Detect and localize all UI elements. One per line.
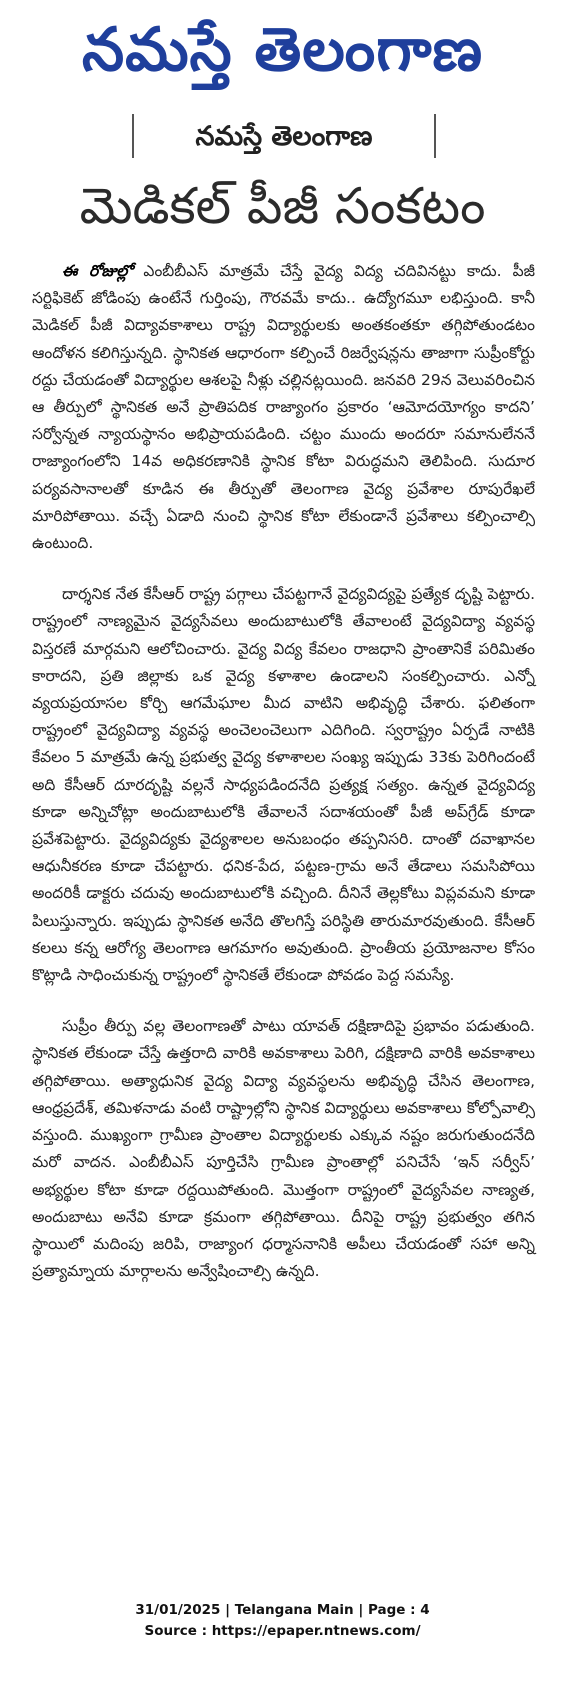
sub-banner bbox=[132, 114, 436, 158]
article-paragraph-3: సుప్రీం తీర్పు వల్ల తెలంగాణతో పాటు యావత్ దక్షిణాదిపై ప్రభావం పడుతుంది. స్థానికత లేకుండా చేస్తే ఉత్తరాది వారికి అవకాశాలు పెరిగి, దక్షిణాది వారికి అవకాశాలు తగ్గిపోతాయి. అత్యాధునిక వైద్య విద్యా వ్యవస్థలను అభివృద్ధి చేసిన తెలంగాణ, ఆంధ్రప్రదేశ్, తమిళనాడు వంటి రాష్ట్రాల్లోని స్థానిక విద్యార్థులు అవకాశాలు కోల్పోవాల్సి వస్తుంది. ముఖ్యంగా గ్రామీణ ప్రాంతాల విద్యార్థులకు ఎక్కువ నష్టం జరుగుతుందనేది మరో వాదన. ఎంబీబీఎస్ పూర్తిచేసి గ్రామీణ ప్రాంతాల్లో పనిచేసే ‘ఇన్ సర్వీస్’ అభ్యర్థుల కోటా కూడా రద్దయిపోతుంది. మొత్తంగా రాష్ట్రంలో వైద్యసేవల నాణ్యత, అందుబాటు అనేవి కూడా క్రమంగా తగ్గిపోతాయి. దీనిపై రాష్ట్ర ప్రభుత్వం తగిన స్థాయిలో మదింపు జరిపి, రాజ్యాంగ ధర్మాసనానికి అపీలు చేయడంతో సహా అన్ని ప్రత్యామ్నాయ మార్గాలను అన్వేషించాల్సి ఉన్నది. bbox=[32, 1017, 535, 1281]
article-body bbox=[32, 258, 535, 1309]
masthead bbox=[0, 0, 565, 100]
article-lead: ఈ రోజుల్లో bbox=[62, 262, 133, 280]
sub-banner-text: నమస్తే తెలంగాణ bbox=[195, 120, 373, 152]
headline-text: మెడికల్ పీజీ సంకటం bbox=[79, 177, 486, 235]
article-paragraph-2: దార్శనిక నేత కేసీఆర్ రాష్ట్ర పగ్గాలు చేపట్టగానే వైద్యవిద్యపై ప్రత్యేక దృష్టి పెట్టారు. రాష్ట్రంలో నాణ్యమైన వైద్యసేవలు అందుబాటులోకి తేవాలంటే వైద్యవిద్యా వ్యవస్థ విస్తరణే మార్గమని ఆలోచించారు. వైద్య విద్య కేవలం రాజధాని ప్రాంతానికే పరిమితం కారాదని, ప్రతి జిల్లాకు ఒక వైద్య కళాశాల ఉండాలని సంకల్పించారు. ఎన్నో వ్యయప్రయాసల కోర్చి ఆగమేఘాల మీద వాటిని అభివృద్ధి చేశారు. ఫలితంగా రాష్ట్రంలో వైద్యవిద్యా వ్యవస్థ అంచెలంచెలుగా ఎదిగింది. స్వరాష్ట్రం ఏర్పడే నాటికి కేవలం 5 మాత్రమే ఉన్న ప్రభుత్వ వైద్య కళాశాలల సంఖ్య ఇప్పుడు 33కు పెరిగిందంటే అది కేసీఆర్ దూరదృష్టి వల్లనే సాధ్యపడిందనేది ప్రత్యక్ష సత్యం. ఉన్నత వైద్యవిద్య కూడా అన్నిచోట్లా అందుబాటులోకి తేవాలనే సదాశయంతో పీజీ అప్‌గ్రేడ్ కూడా ప్రవేశపెట్టారు. వైద్యవిద్యకు వైద్యశాలల అనుబంధం తప్పనిసరి. దాంతో దవాఖానల ఆధునీకరణ కూడా చేపట్టారు. ధనిక-పేద, పట్టణ-గ్రామ అనే తేడాలు సమసిపోయి అందరికీ డాక్టరు చదువు అందుబాటులోకి వచ్చింది. దీనినే తెల్లకోటు విప్లవమని కూడా పిలుస్తున్నారు. ఇప్పుడు స్థానికత అనేది తొలగిస్తే పరిస్థితి తారుమారవుతుంది. కేసీఆర్ కలలు కన్న ఆరోగ్య తెలంగాణ ఆగమాగం అవుతుంది. ప్రాంతీయ ప్రయోజనాల కోసం కొట్లాడి సాధించుకున్న రాష్ట్రంలో స్థానికతే లేకుండా పోవడం పెద్ద సమస్యే. bbox=[32, 585, 535, 985]
footer bbox=[0, 1600, 565, 1642]
footer-source: Source : https://epaper.ntnews.com/ bbox=[144, 1623, 421, 1639]
article-paragraph-1-text: ఎంబీబీఎస్ మాత్రమే చేస్తే వైద్య విద్య చదివినట్టు కాదు. పీజీ సర్టిఫికెట్ జోడింపు ఉంటేనే గుర్తింపు, గౌరవమే కాదు.. ఉద్యోగమూ లభిస్తుంది. కానీ మెడికల్ పీజీ విద్యావకాశాలు రాష్ట్ర విద్యార్థులకు అంతకంతకూ తగ్గిపోతుండటం ఆందోళన కలిగిస్తున్నది. స్థానికత ఆధారంగా కల్పించే రిజర్వేషన్లను తాజాగా సుప్రీంకోర్టు రద్దు చేయడంతో విద్యార్థుల ఆశలపై నీళ్లు చల్లినట్లయింది. జనవరి 29న వెలువరించిన ఆ తీర్పులో స్థానికత అనే ప్రాతిపదిక రాజ్యాంగం ప్రకారం ‘ఆమోదయోగ్యం కాదని’ సర్వోన్నత న్యాయస్థానం అభిప్రాయపడింది. చట్టం ముందు అందరూ సమానులేననే రాజ్యాంగంలోని 14వ అధికరణానికి స్థానిక కోటా విరుద్ధమని తెలిపింది. సుదూర పర్యవసానాలతో కూడిన ఈ తీర్పుతో తెలంగాణ వైద్య ప్రవేశాల రూపురేఖలే మారిపోతాయి. వచ్చే ఏడాది నుంచి స్థానిక కోటా లేకుండానే ప్రవేశాలు కల్పించాల్సి ఉంటుంది. bbox=[32, 262, 535, 553]
headline bbox=[0, 166, 565, 246]
footer-date-page: 31/01/2025 | Telangana Main | Page : 4 bbox=[135, 1602, 430, 1618]
article-paragraph-1 bbox=[32, 258, 535, 557]
masthead-logo-text: నమస్తే తెలంగాణ bbox=[81, 15, 484, 85]
